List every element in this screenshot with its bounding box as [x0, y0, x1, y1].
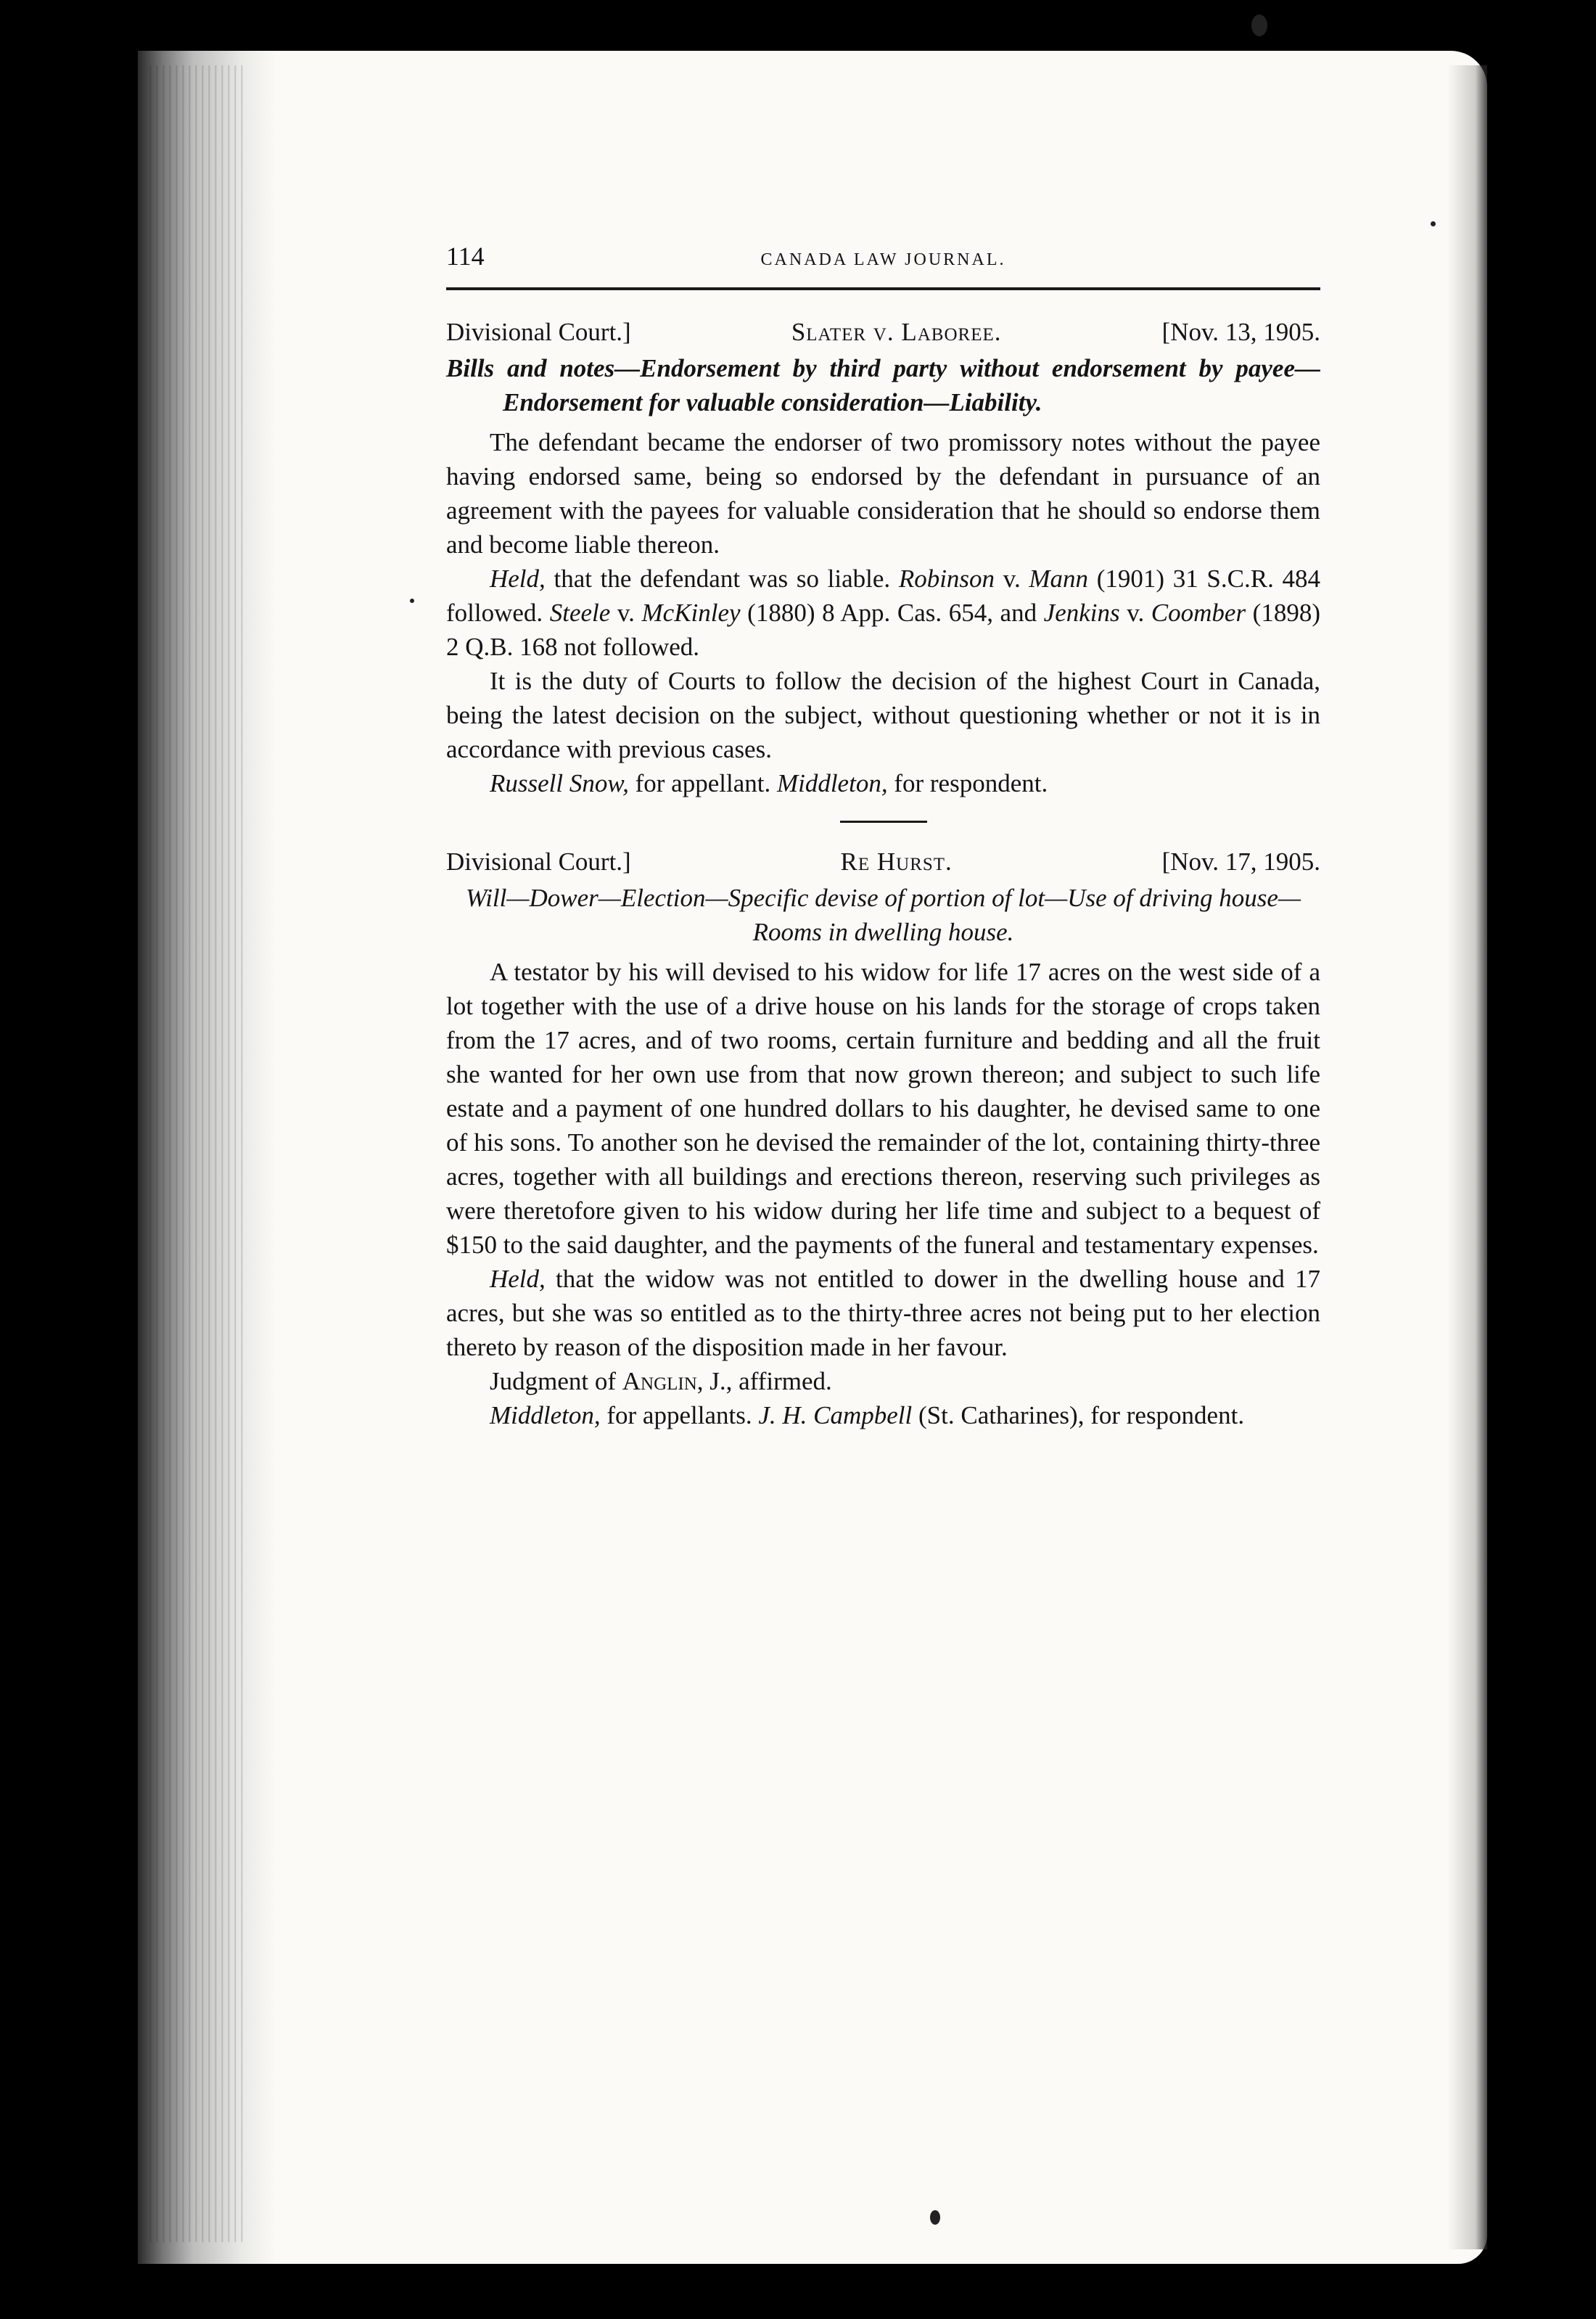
case-citation: Jenkins	[1043, 599, 1120, 627]
versus: v.	[995, 565, 1029, 593]
counsel-name: J. H. Campbell	[758, 1401, 913, 1429]
held-paragraph	[446, 562, 1320, 664]
headnote: Will—Dower—Election—Specific devise of portion of lot—Use of driving house—Rooms in dwelling house.	[465, 884, 1301, 946]
scan-speck	[1251, 15, 1267, 36]
case-heading	[446, 315, 1320, 351]
judge-name: Anglin, J.	[622, 1367, 726, 1395]
versus: v.	[610, 599, 642, 627]
counsel-name: Middleton,	[490, 1401, 601, 1429]
case-citation: Robinson	[898, 565, 995, 593]
held-text: that the widow was not entitled to dower in the dwelling house and 17 acres, but she was so entitled as to the thirty-three acres not being put to her election thereto by reason of the disposition made in her favour.	[446, 1265, 1320, 1361]
held-label: Held,	[490, 565, 546, 593]
scan-speck	[930, 2210, 940, 2225]
court-name: Divisional Court.]	[446, 847, 631, 876]
held-text: that the defendant was so liable.	[545, 565, 899, 593]
page-edge-shadow	[1447, 65, 1487, 2249]
counsel-name: Middleton,	[776, 769, 888, 797]
case-heading	[446, 845, 1320, 881]
held-text: (1901) 31 S.C.R. 484 followed.	[446, 565, 1320, 627]
counsel-line	[446, 766, 1320, 800]
counsel-role: (St. Catharines), for respondent.	[912, 1401, 1245, 1429]
duty-paragraph: It is the duty of Courts to follow the decision of the highest Court in Canada, being the latest decision on the subject, without questioning whether or not it is in accordance with previous cases.	[446, 667, 1320, 763]
court-name: Divisional Court.]	[446, 318, 631, 346]
page-number: 114	[446, 242, 485, 271]
held-paragraph	[446, 1262, 1320, 1364]
case-title: Slater v. Laboree.	[791, 318, 1002, 346]
case-date: [Nov. 17, 1905.	[1161, 847, 1320, 876]
judgment-line	[446, 1364, 1320, 1398]
scan-speck	[410, 599, 414, 603]
case-citation: Mann	[1029, 565, 1089, 593]
held-text: (1898) 2 Q.B. 168 not followed.	[446, 599, 1320, 661]
facts-paragraph: A testator by his will devised to his widow for life 17 acres on the west side of a lot together with the use of a drive house on his lands for the storage of crops taken from the 17 acres, and of two rooms, certain furniture and bedding and all the fruit she wanted for her own use from that now grown thereon; and subject to such life estate and a payment of one hundred dollars to his daughter, he devised same to one of his sons. To another son he devised the remainder of the lot, containing thirty-three acres, together with all buildings and erections thereon, reserving such privileges as were theretofore given to his widow during her life time and subject to a bequest of $150 to the said daughter, and the payments of the funeral and testamentary expenses.	[446, 958, 1320, 1259]
journal-title: CANADA LAW JOURNAL.	[760, 250, 1006, 269]
case-citation: Coomber	[1151, 599, 1246, 627]
page-text	[446, 239, 1320, 1432]
case-citation: Steele	[549, 599, 611, 627]
held-text: (1880) 8 App. Cas. 654, and	[740, 599, 1044, 627]
counsel-role: for appellants.	[600, 1401, 759, 1429]
counsel-line	[446, 1398, 1320, 1432]
facts-paragraph: The defendant became the endorser of two promissory notes without the payee having endorsed same, being so endorsed by the defendant in pursuance of an agreement with the payees for valuable consideration that he should so endorse them and become liable thereon.	[446, 428, 1320, 559]
counsel-name: Russell Snow,	[490, 769, 629, 797]
case-citation: McKinley	[641, 599, 741, 627]
running-head	[446, 239, 1320, 283]
held-label: Held,	[490, 1265, 546, 1293]
header-rule	[446, 287, 1320, 290]
judgment-prefix: Judgment of	[490, 1367, 622, 1395]
gutter-shading	[145, 65, 247, 2242]
versus: v.	[1119, 599, 1151, 627]
case-date: [Nov. 13, 1905.	[1161, 318, 1320, 346]
scan-speck	[1431, 221, 1436, 226]
judgment-suffix: , affirmed.	[725, 1367, 832, 1395]
case-title: Re Hurst.	[840, 847, 953, 876]
counsel-role: for respondent.	[887, 769, 1048, 797]
section-divider	[840, 821, 927, 823]
headnote: Bills and notes—Endorsement by third party without endorsement by payee—Endorsement for valuable consideration—Liability.	[446, 354, 1320, 416]
counsel-role: for appellant.	[628, 769, 777, 797]
